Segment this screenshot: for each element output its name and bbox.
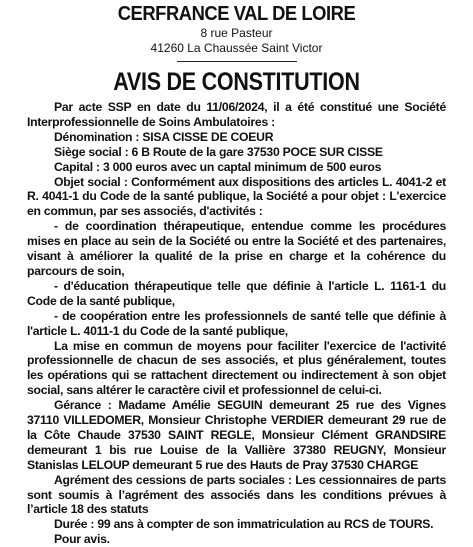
paragraph-pour-avis: Pour avis. [54, 532, 110, 547]
notice-body [27, 100, 446, 547]
paragraph-cooperation: - de coopération entre les professionnels de santé telle que définie à l'article L. 4011-1 du Code de la santé publique, [27, 308, 446, 338]
paragraph-coordination: - de coordination thérapeutique, entendue comme les procédures mises en place au sein de la Société ou entre la Société et des partenaires, visant à améliorer la qualité de la prise en charge et la cohérence du parcours de soin, [27, 219, 446, 278]
paragraph-siege: Siège social : 6 B Route de la gare 37530 POCE SUR CISSE [54, 144, 383, 159]
paragraph-education: - d'éducation thérapeutique telle que définie à l'article L. 1161-1 du Code de la santé publique, [27, 278, 446, 308]
paragraph-denomination: Dénomination : SISA CISSE DE COEUR [54, 129, 274, 144]
paragraph-agrement: Agrément des cessions de parts sociales : Les cessionnaires de parts sont soumis à l’agrément des associés dans les conditions prévues à l’article 18 des statuts [27, 472, 446, 517]
address-line-1: 8 rue Pasteur [200, 26, 273, 40]
divider [177, 61, 297, 62]
notice-title: AVIS DE CONSTITUTION [113, 68, 360, 96]
company-name: CERFRANCE VAL DE LOIRE [117, 3, 356, 25]
paragraph-capital: Capital : 3 000 euros avec un captal minimum de 500 euros [54, 159, 382, 174]
paragraph-gerance: Gérance : Madame Amélie SEGUIN demeurant 25 rue des Vignes 37110 VILLEDOMER, Monsieur Christophe VERDIER demeurant 29 rue de la Côte Chaude 37530 SAINT REGLE, Monsieur Clément GRANDSIRE demeurant 1 bis rue Louise de la Vallière 37380 REUGNY, Monsieur Stanislas LELOUP demeurant 5 rue des Hauts de Pray 37530 CHARGE [27, 398, 446, 472]
paragraph-duree: Durée : 99 ans à compter de son immatriculation au RCS de TOURS. [54, 517, 434, 532]
address-line-2: 41260 La Chaussée Saint Victor [150, 41, 323, 55]
paragraph-intro: Par acte SSP en date du 11/06/2024, il a été constitué une Société Interprofessionnelle de Soins Ambulatoires : [27, 100, 446, 129]
paragraph-moyens: La mise en commun de moyens pour faciliter l'exercice de l'activité professionnelle de chacun de ses associés, et plus généralement, toutes les opérations qui se rattachent directement ou indirectement à son objet social, sans altérer le caractère civil et professionnel de celui-ci. [27, 338, 446, 398]
paragraph-objet: Objet social : Conformément aux dispositions des articles L. 4041-2 et R. 4041-1 du Code de la santé publique, la Société a pour objet : L'exercice en commun, par ses associés, d'activités : [27, 174, 446, 219]
